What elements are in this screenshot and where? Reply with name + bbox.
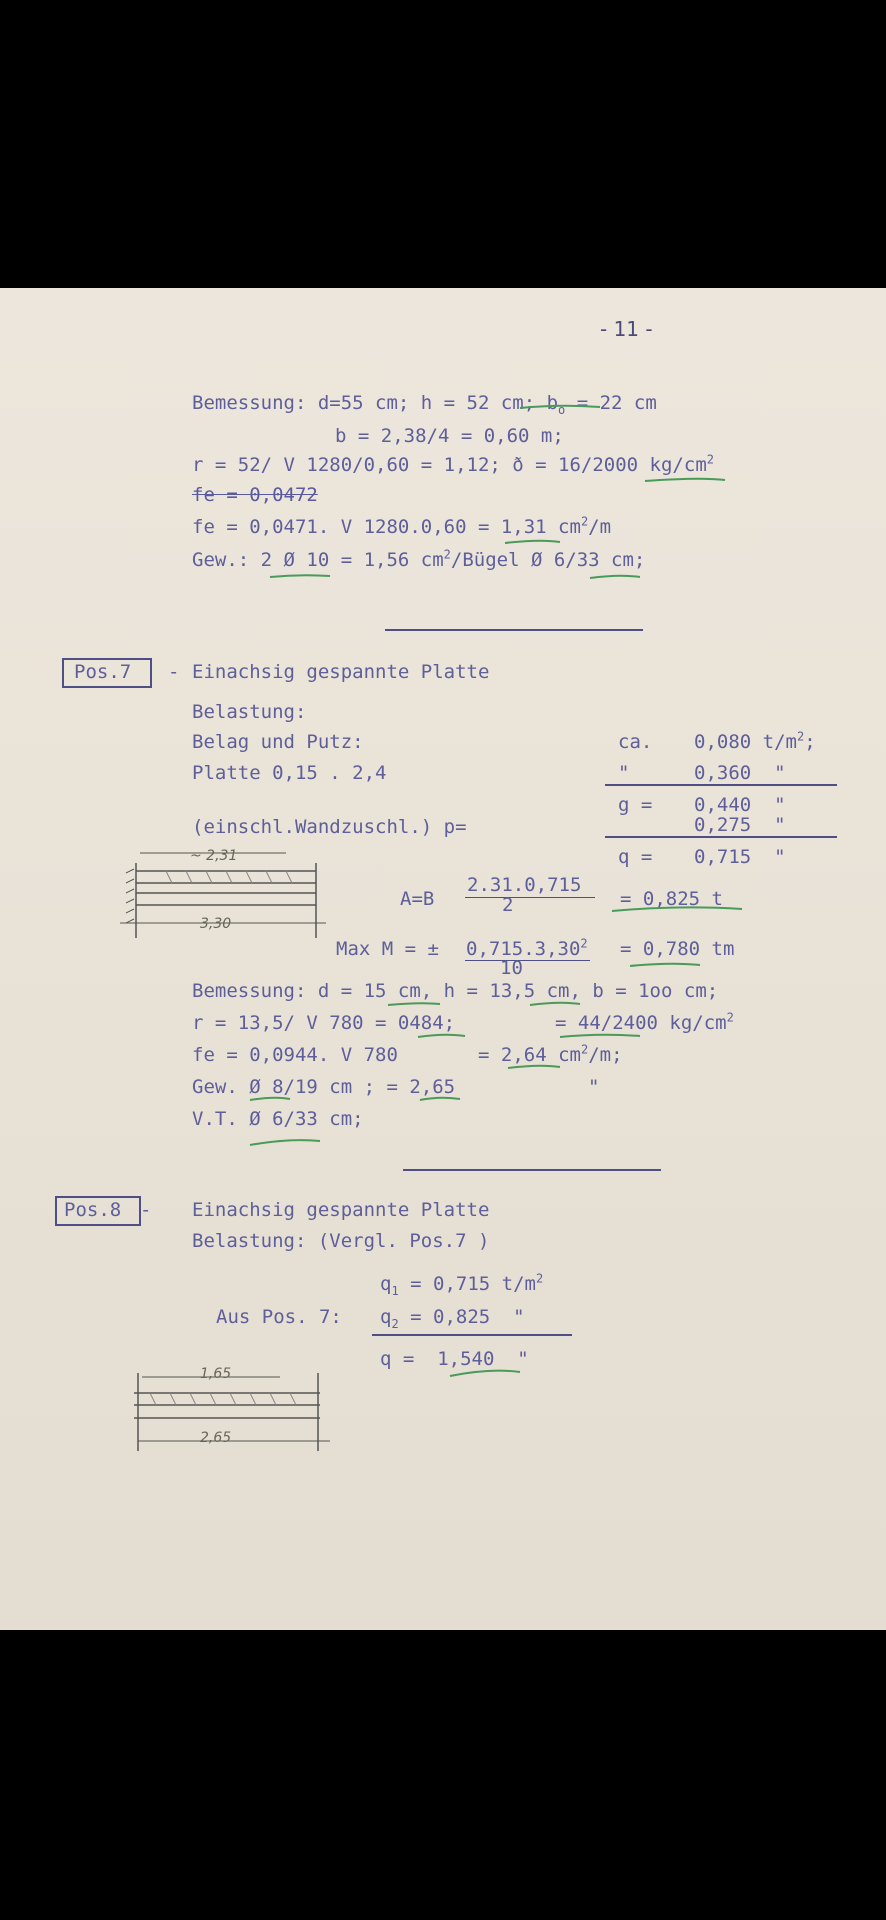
pos7-gew-ditto: " [588, 1076, 600, 1098]
pos7-row4-value: 0,275 " [694, 814, 786, 836]
page-number: - 11 - [600, 317, 653, 341]
pos7-row5-pre: q = [618, 846, 664, 868]
max-m-denominator: 10 [500, 957, 523, 979]
pos8-sketch-bottom-label: 2,65 [200, 1430, 232, 1446]
pos7-row2-left: Platte 0,15 . 2,4 [192, 762, 387, 784]
pos7-gew: Gew. Ø 8/19 cm ; = 2,65 [192, 1076, 456, 1098]
bemessung-line-3: r = 52/ V 1280/0,60 = 1,12; ð = 16/2000 $kg/cm^2$ [192, 452, 714, 476]
pos7-row1-left: Belag und Putz: [192, 731, 364, 753]
pos7-fe-right: = 2,64 $cm^2/m$; [478, 1042, 623, 1066]
pos7-row5-value: 0,715 " [694, 846, 786, 868]
max-m-label: Max M = ± [336, 938, 439, 960]
pos8-q-total: q = 1,540 " [380, 1348, 529, 1370]
pos7-row2-pre: " [618, 762, 630, 784]
pos7-title: Einachsig gespannte Platte [192, 661, 490, 683]
pos7-row1-pre: ca. [618, 731, 653, 753]
pos7-row3-value: 0,440 " [694, 794, 786, 816]
struck-out-line: fe = 0,0472 [192, 484, 318, 506]
pos7-row4-left: (einschl.Wandzuschl.) p= [192, 816, 467, 838]
pos7-fe-line: fe = 0,0944. V 780 [192, 1044, 398, 1066]
ab-result: = 0,825 t [620, 888, 723, 910]
ab-numerator: 2.31.0,715 [467, 874, 582, 896]
pos7-row3-pre: g = [618, 794, 664, 816]
green-marks-3 [0, 288, 886, 1488]
bemessung-line-5: fe = 0,0471. V 1280.0,60 = 1,31 $cm^2/m$ [192, 514, 612, 538]
pos8-belastung: Belastung: (Vergl. Pos.7 ) [192, 1230, 490, 1252]
pos7-dash: - [168, 661, 180, 683]
pos7-r-right: = 44/2400 $kg/cm^2$ [555, 1010, 734, 1034]
ab-denominator: 2 [502, 894, 514, 916]
pos7-row2-value: 0,360 " [694, 762, 786, 784]
pos8-dash: - [140, 1199, 152, 1221]
pos7-label: Pos.7 [74, 661, 132, 683]
pos8-title: Einachsig gespannte Platte [192, 1199, 490, 1221]
pos7-belastung: Belastung: [192, 701, 307, 723]
bemessung-line-1: Bemessung: d=55 cm; h = 52 cm; $b_o = 22$ cm [192, 392, 657, 417]
pos7-bemessung: Bemessung: d = 15 cm, h = 13,5 cm, b = 1oo cm; [192, 980, 719, 1002]
pos7-vt: V.T. Ø 6/33 cm; [192, 1108, 364, 1130]
pos7-row1-value: 0,080 $t/m^2$; [694, 729, 816, 753]
max-m-numerator: 0,715.3,30$^2$ [466, 936, 588, 960]
pos8-sketch-top-label: 1,65 [200, 1366, 232, 1382]
pos7-sketch-bottom-label: 3,30 [200, 916, 232, 932]
ab-label: A=B [400, 888, 435, 910]
bemessung-line-2: b = 2,38/4 = 0,60 m; [335, 425, 564, 447]
max-m-result: = 0,780 tm [620, 938, 735, 960]
pos8-aus: Aus Pos. 7: [216, 1306, 342, 1328]
pos8-q2: $q_2 = 0,825$ " [380, 1306, 525, 1331]
pos7-sketch-top-label: ~ 2,31 [190, 848, 238, 864]
pos8-label: Pos.8 [64, 1199, 122, 1221]
pos8-q1: $q_1 = 0,715$ $t/m^2$ [380, 1271, 544, 1298]
bemessung-line-6: Gew.: 2 Ø 10 = 1,56 $cm^2$/Bügel Ø 6/33 cm; [192, 547, 646, 571]
pos7-r-line: r = 13,5/ V 780 = 0484; [192, 1012, 456, 1034]
document-page [0, 288, 886, 1630]
